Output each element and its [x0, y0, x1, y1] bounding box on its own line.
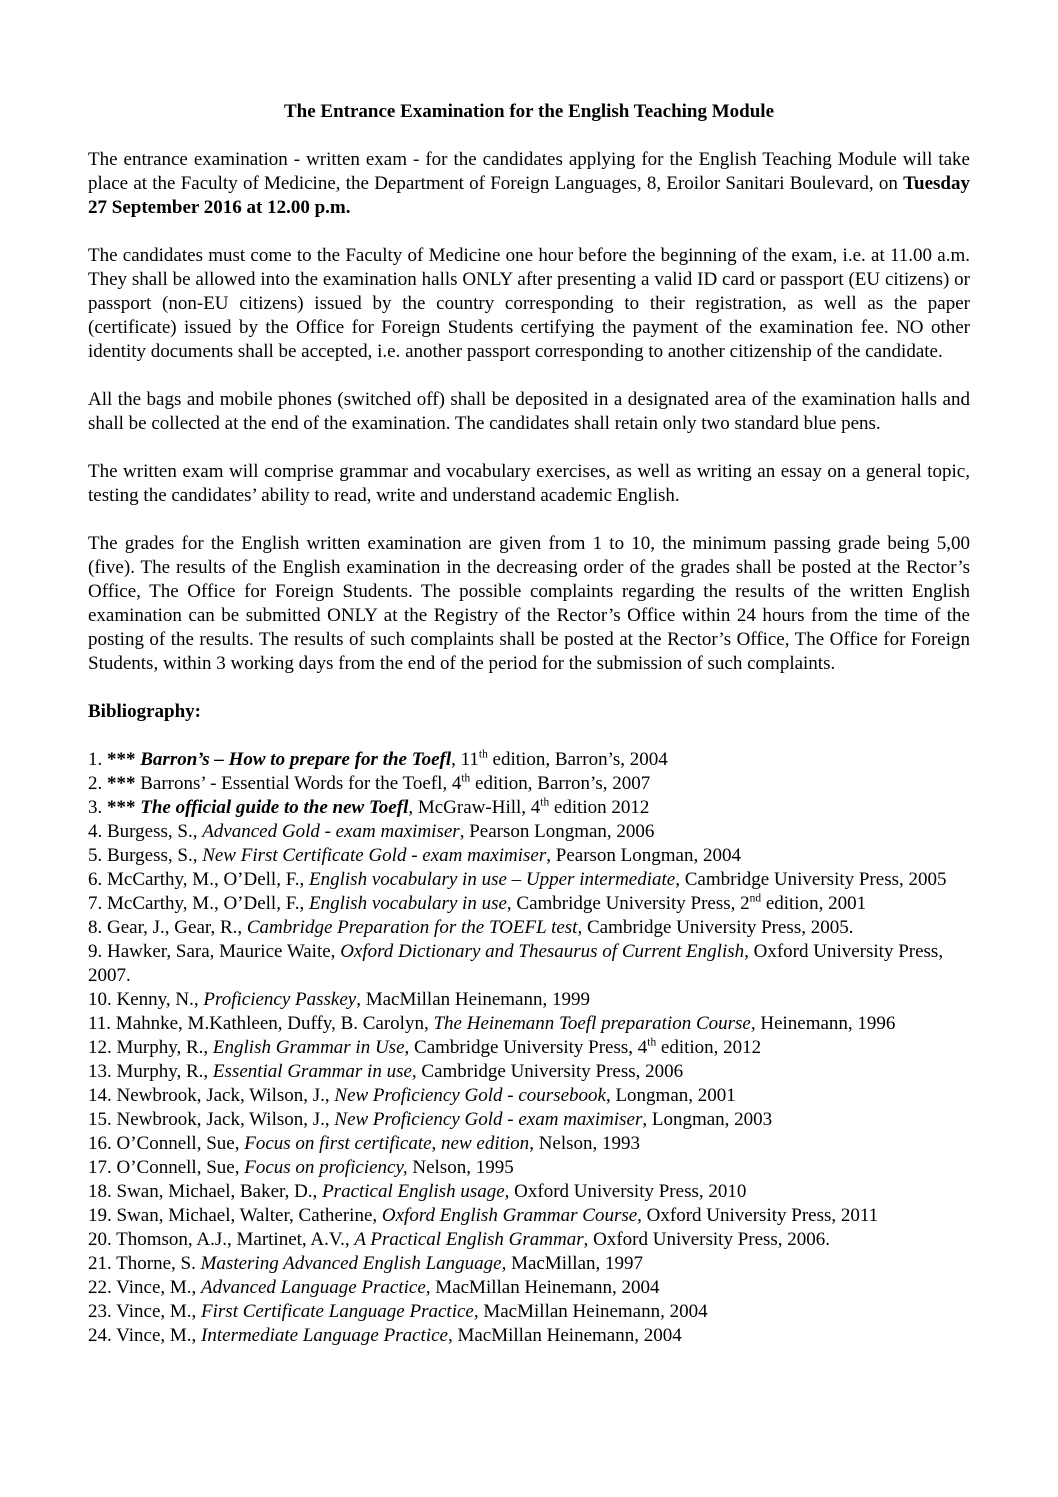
text-run: , Cambridge University Press, 2005. [577, 917, 854, 938]
bibliography-list [88, 748, 970, 1348]
text-run: th [540, 796, 550, 809]
bibliography-item [88, 796, 970, 820]
text-run: The entrance examination - written exam - for the candidates applying for the English Teaching Module will take place at the Faculty of Medicine, the Department of Foreign Languages, 8, Eroilor Sanitari Boulevard, on [88, 149, 970, 194]
bibliography-item [88, 892, 970, 916]
text-run: , Pearson Longman, 2004 [546, 845, 741, 866]
text-run: MacMillan Heinemann, 2004 [430, 1277, 660, 1298]
text-run: The candidates must come to the Faculty of Medicine one hour before the beginning of the exam, i.e. at 11.00 a.m. They shall be allowed into the examination halls ONLY after presenting a valid ID card or passport (EU citizens) or passport (non-EU citizens) issued by the country corresponding to their registration, as well as the paper (certificate) issued by the Office for Foreign Students certifying the payment of the examination fee. NO other identity documents shall be accepted, i.e. another passport corresponding to another citizenship of the candidate. [88, 245, 970, 362]
text-run: 3. [88, 797, 107, 818]
text-run: , Oxford University Press, 2007. [88, 941, 944, 986]
text-run: edition, Barron’s, 2007 [470, 773, 651, 794]
text-run: English vocabulary in use [309, 893, 507, 914]
text-run: 19. Swan, Michael, Walter, Catherine, [88, 1205, 382, 1226]
paragraph [88, 244, 970, 364]
text-run: *** [107, 749, 141, 770]
text-run: Practical English usage, [322, 1181, 510, 1202]
text-run: 22. Vince, M., [88, 1277, 202, 1298]
bibliography-item [88, 1156, 970, 1180]
text-run: edition, Barron’s, 2004 [487, 749, 668, 770]
text-run: Barrons’ - Essential Words for the Toefl, 4 [140, 773, 462, 794]
text-run: 12. Murphy, R., [88, 1037, 213, 1058]
document-body [88, 148, 970, 676]
bibliography-item [88, 1108, 970, 1132]
text-run: 6. McCarthy, M., O’Dell, F., [88, 869, 310, 890]
text-run: Oxford English Grammar Course, [381, 1205, 642, 1226]
text-run: English Grammar in Use [212, 1037, 405, 1058]
bibliography-item [88, 1084, 970, 1108]
bibliography-item [88, 844, 970, 868]
text-run: edition, 2012 [656, 1037, 762, 1058]
text-run: 11. Mahnke, M.Kathleen, Duffy, B. Carolyn, [88, 1013, 434, 1034]
text-run: 17. O’Connell, Sue, [88, 1157, 245, 1178]
bibliography-heading: Bibliography: [88, 701, 201, 722]
paragraph [88, 388, 970, 436]
text-run: Proficiency Passkey [203, 989, 357, 1010]
text-run: edition 2012 [549, 797, 650, 818]
bibliography-item [88, 1252, 970, 1276]
text-run: edition, 2001 [761, 893, 867, 914]
bibliography-item [88, 1180, 970, 1204]
text-run: The written exam will comprise grammar and vocabulary exercises, as well as writing an essay on a general topic, testing the candidates’ ability to read, write and understand academic English. [88, 461, 970, 506]
text-run: 21. Thorne, S. [88, 1253, 201, 1274]
text-run: Heinemann, 1996 [755, 1013, 896, 1034]
text-run: th [647, 1036, 657, 1049]
paragraph [88, 532, 970, 676]
text-run: Advanced Gold - exam maximiser [202, 821, 460, 842]
text-run: 13. Murphy, R., [88, 1061, 213, 1082]
bibliography-item [88, 1228, 970, 1252]
text-run: Cambridge University Press, 2006 [416, 1061, 684, 1082]
text-run: Advanced Language Practice, [201, 1277, 431, 1298]
document-title: The Entrance Examination for the English Teaching Module [283, 101, 775, 122]
text-run: New Proficiency Gold - coursebook [334, 1085, 606, 1106]
text-run: 23. Vince, M., [88, 1301, 202, 1322]
text-run: 10. Kenny, N., [88, 989, 204, 1010]
bibliography-item [88, 1012, 970, 1036]
text-run: The official guide to the new Toefl [140, 797, 409, 818]
text-run: New Proficiency Gold - exam maximiser [334, 1109, 643, 1130]
text-run: th [461, 772, 471, 785]
text-run: All the bags and mobile phones (switched off) shall be deposited in a designated area of the examination halls and shall be collected at the end of the examination. The candidates shall retain only two standard blue pens. [88, 389, 970, 434]
bibliography-item [88, 820, 970, 844]
text-run: Oxford Dictionary and Thesaurus of Current English [340, 941, 745, 962]
paragraph [88, 460, 970, 508]
text-run: th [478, 748, 488, 761]
text-run: English vocabulary in use – Upper intermediate, [309, 869, 680, 890]
text-run: *** [107, 773, 141, 794]
text-run: 4. Burgess, S., [88, 821, 203, 842]
text-run: 16. O’Connell, Sue, [88, 1133, 245, 1154]
text-run: 9. Hawker, Sara, Maurice Waite, [88, 941, 341, 962]
bibliography-item [88, 1204, 970, 1228]
text-run: Essential Grammar in use, [212, 1061, 417, 1082]
bibliography-item [88, 1132, 970, 1156]
bibliography-item [88, 988, 970, 1012]
text-run: Nelson, 1995 [407, 1157, 514, 1178]
bibliography-item [88, 1300, 970, 1324]
text-run: , Longman, 2001 [605, 1085, 736, 1106]
text-run: Focus on proficiency, [244, 1157, 408, 1178]
text-run: 5. Burgess, S., [88, 845, 203, 866]
bibliography-item [88, 1324, 970, 1348]
text-run: Barron’s – How to prepare for the Toefl [140, 749, 452, 770]
text-run: *** [107, 797, 141, 818]
text-run: The grades for the English written examination are given from 1 to 10, the minimum passing grade being 5,00 (five). The results of the English examination in the decreasing order of the grades shall be posted at the Rector’s Office, The Office for Foreign Students. The possible complaints regarding the results of the written English examination can be submitted ONLY at the Registry of the Rector’s Office within 24 hours from the time of the posting of the results. The results of such complaints shall be posted at the Rector’s Office, The Office for Foreign Students, within 3 working days from the end of the period for the submission of such complaints. [88, 533, 970, 674]
text-run: Intermediate Language Practice [201, 1325, 448, 1346]
text-run: 24. Vince, M., [88, 1325, 202, 1346]
text-run: , 11 [451, 749, 479, 770]
text-run: , MacMillan Heinemann, 2004 [447, 1325, 682, 1346]
text-run: , Oxford University Press, 2006. [583, 1229, 831, 1250]
bibliography-item [88, 772, 970, 796]
text-run: , MacMillan Heinemann, 1999 [356, 989, 590, 1010]
text-run: , Pearson Longman, 2006 [459, 821, 655, 842]
bibliography-item [88, 916, 970, 940]
bibliography-item [88, 1060, 970, 1084]
bibliography-item [88, 868, 970, 892]
text-run: , Cambridge University Press, 4 [404, 1037, 648, 1058]
text-run: A Practical English Grammar [354, 1229, 584, 1250]
text-run: 8. Gear, J., Gear, R., [88, 917, 247, 938]
text-run: 7. McCarthy, M., O’Dell, F., [88, 893, 310, 914]
text-run: , Cambridge University Press, 2 [506, 893, 750, 914]
text-run: , Longman, 2003 [642, 1109, 773, 1130]
text-run: The Heinemann Toefl preparation Course, [433, 1013, 756, 1034]
text-run: 20. Thomson, A.J., Martinet, A.V., [88, 1229, 355, 1250]
bibliography-item [88, 1036, 970, 1060]
text-run: 14. Newbrook, Jack, Wilson, J., [88, 1085, 335, 1106]
text-run: 18. Swan, Michael, Baker, D., [88, 1181, 323, 1202]
text-run: Cambridge Preparation for the TOEFL test [246, 917, 578, 938]
text-run: 1. [88, 749, 107, 770]
bibliography-item [88, 1276, 970, 1300]
text-run: , MacMillan, 1997 [501, 1253, 644, 1274]
text-run: First Certificate Language Practice, [201, 1301, 479, 1322]
text-run: Cambridge University Press, 2005 [679, 869, 947, 890]
text-run: Tuesday 27 September 2016 at 12.00 p.m. [88, 173, 970, 218]
text-run: nd [749, 892, 762, 905]
text-run: MacMillan Heinemann, 2004 [478, 1301, 708, 1322]
text-run: 15. Newbrook, Jack, Wilson, J., [88, 1109, 335, 1130]
text-run: , McGraw-Hill, 4 [408, 797, 541, 818]
text-run: Oxford University Press, 2010 [509, 1181, 747, 1202]
text-run: Mastering Advanced English Language [200, 1253, 502, 1274]
bibliography-item [88, 748, 970, 772]
text-run: , Nelson, 1993 [529, 1133, 641, 1154]
text-run: 2. [88, 773, 107, 794]
text-run: Focus on first certificate, new edition [244, 1133, 530, 1154]
text-run: Oxford University Press, 2011 [641, 1205, 879, 1226]
paragraph [88, 148, 970, 220]
text-run: New First Certificate Gold - exam maximiser [202, 845, 547, 866]
bibliography-item [88, 940, 970, 988]
